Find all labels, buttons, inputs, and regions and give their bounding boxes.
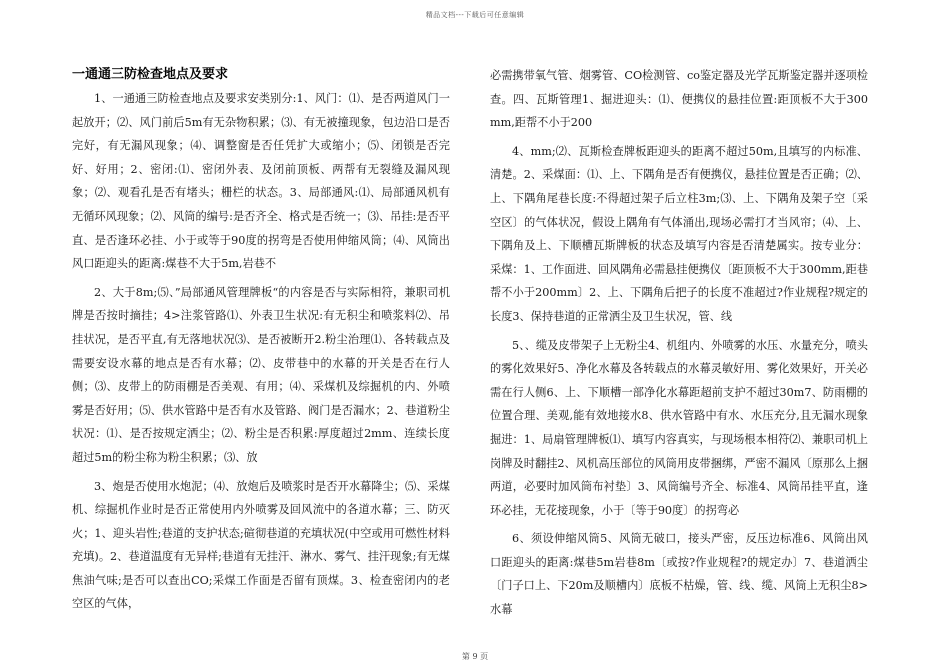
right-column bbox=[490, 64, 868, 627]
paragraph: 3、炮是否使用水炮泥；⑷、放炮后及喷浆时是否开水幕降尘；⑸、采煤机、综掘机作业时是否正常使用内外喷雾及回风流中的各道水幕；三、防灭火；1、迎头岩性;巷道的支护状态;碹彻巷道的充填状况(中空或用可燃性材料充填)。2、巷道温度有无异样;巷道有无挂汗、淋水、雾气、挂汗现象;有无煤焦油气味;是否可以查出CO;采煤工作面是否留有顶煤。3、检查密闭内的老空区的气体， bbox=[72, 479, 450, 611]
paragraph: 6、须设伸缩风筒5、风筒无破口，接头严密，反压边标准6、风筒出风口距迎头的距离:煤巷5m岩巷8m〔或按?作业规程?的规定办〕7、巷道洒尘〔门子口上、下20m及顺槽内〕底板不枯燥，管、线、缆、风筒上无积尘8>水幕 bbox=[490, 532, 868, 617]
paragraph: 1、一通通三防检查地点及要求安类别分:1、风门：⑴、是否两道风门一起放开；⑵、风门前后5m有无杂物积累；⑶、有无被撞现象，包边沿口是否完好，有无漏风现象；⑷、调整窗是否任凭扩大或缩小；⑸、闭锁是否完好、好用；2、密闭:⑴、密闭外表、及闭前顶板、两帮有无裂缝及漏风现象；⑵、观看孔是否有堵头；栅栏的状态。3、局部通风:⑴、局部通风机有无循环风现象；⑵、风筒的编号:是否齐全、格式是否统一；⑶、吊挂:是否平直、是否逢环必挂、小于或等于90度的拐弯是否使用伸缩风筒；⑷、风筒出风口距迎头的距离:煤巷不大于5m,岩巷不 bbox=[72, 92, 450, 271]
page-number: 第 9 页 bbox=[461, 652, 489, 661]
left-column bbox=[72, 64, 450, 621]
paragraph-continued: 必需携带氧气管、烟雾管、CO检测管、co鉴定器及光学瓦斯鉴定器并逐项检查。四、瓦斯管理1、掘进迎头：⑴、便携仪的悬挂位置:距顶板不大于300mm,距帮不小于200 bbox=[490, 69, 868, 130]
page-header: 精品文档---下载后可任意编辑 bbox=[425, 11, 525, 19]
paragraph: 4、mm;⑵、瓦斯检查牌板距迎头的距离不超过50m,且填写的内标准、清楚。2、采煤面：⑴、上、下隅角是否有便携仪，悬挂位置是否正确；⑵、上、下隅角尾巷长度:不得超过架子后立柱3m;⑶、上、下隅角及架子空〔采空区〕的气体状况，假设上隅角有气体涌出,现场必需打才当风帘；⑷、上、下隅角及上、下顺槽瓦斯牌板的状态及填写内容是否清楚属实。按专业分：采煤：1、工作面进、回风隅角必需悬挂便携仪〔距顶板不大于300mm,距巷帮不小于200mm〕2、上、下隅角后把子的长度不准超过?作业规程?规定的长度3、保持巷道的正常洒尘及卫生状况，管、线 bbox=[490, 144, 868, 323]
paragraph: 2、大于8m;⑸、”局部通风管理牌板“的内容是否与实际相符，兼职司机牌是否按时摘挂；4>注浆管路⑴、外表卫生状况:有无积尘和喷浆料⑵、吊挂状况，是否平直,有无落地状况⑶、是否被断开2.粉尘治理⑴、各转载点及需要安设水幕的地点是否有水幕；⑵、皮带巷中的水幕的开关是否在行人侧；⑶、皮带上的防雨棚是否美观、有用；⑷、采煤机及综掘机的内、外喷雾是否好用；⑸、供水管路中是否有水及管路、阀门是否漏水；2、巷道粉尘状况：⑴、是否按规定洒尘；⑵、粉尘是否积累:厚度超过2mm、连续长度超过5m的粉尘称为粉尘积累；⑶、放 bbox=[72, 285, 450, 464]
paragraph: 5、、缆及皮带架子上无粉尘4、机组内、外喷雾的水压、水量充分，喷头的雾化效果好5、净化水幕及各转载点的水幕灵敏好用、雾化效果好，开关必需在行人侧6、上、下顺槽一部净化水幕距超前支护不超过30m7、防雨棚的位置合理、美观,能有效地接水8、供水管路中有水、水压充分,且无漏水现象掘进：1、局扇管理牌板⑴、填写内容真实，与现场根本相符⑵、兼职司机上岗牌及时翻挂2、风机高压部位的风筒用皮带捆绑，严密不漏风〔原那么上捆两道，必要时加风筒布衬垫〕3、风筒编号齐全、标准4、风筒吊挂平直，逢环必挂，无花接现象，小于〔等于90度〕的拐弯必 bbox=[490, 338, 868, 517]
document-title: 一通通三防检查地点及要求 bbox=[72, 67, 229, 82]
